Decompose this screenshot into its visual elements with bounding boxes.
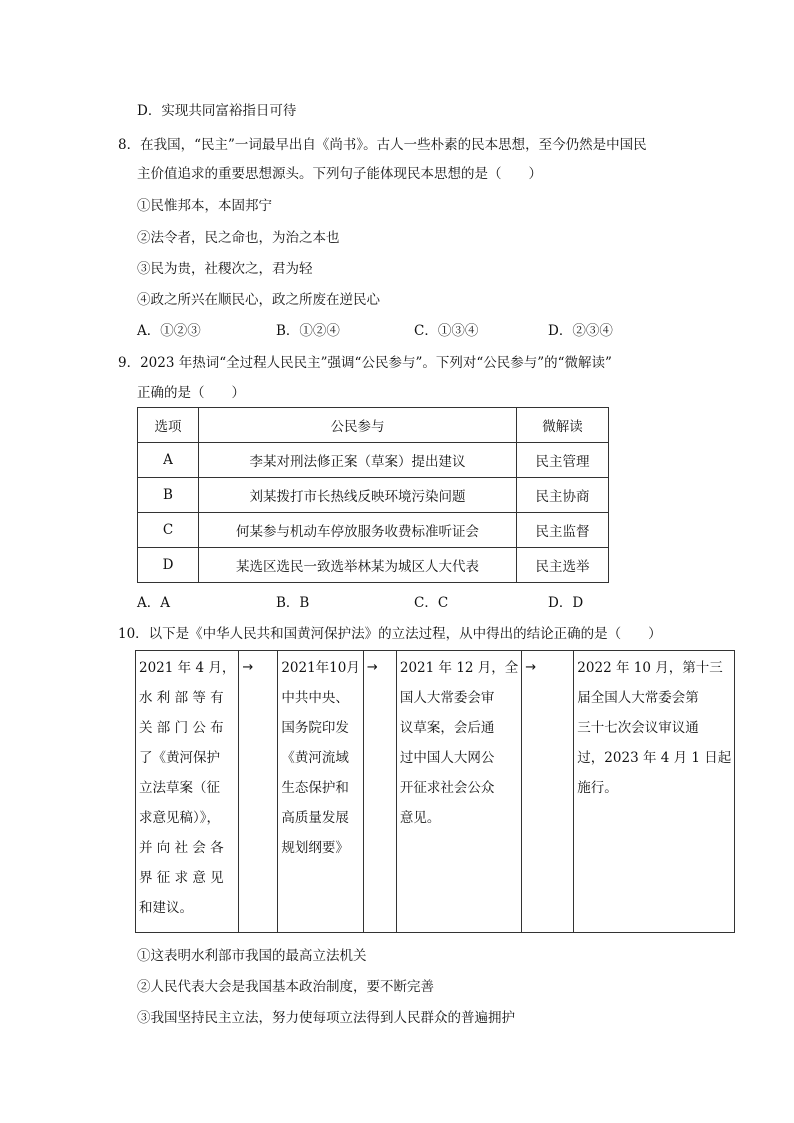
q10-step-3 [396,651,521,933]
arrow-right-icon: → [522,651,574,933]
table-row [138,513,609,548]
q9-table-header-row [138,408,609,443]
q9-cell-participation: 何某参与机动车停放服务收费标准听证会 [199,513,517,548]
q9-cell-interpretation: 民主管理 [517,443,609,478]
q9-cell-interpretation: 民主选举 [517,548,609,583]
q10-step-5-line: 过，2023 年 4 月 1 日起 [577,750,732,766]
q8-item-2: ②法令者，民之命也，为治之本也 [137,230,340,246]
q10-step-2-line: 2021年10月 [281,660,360,676]
q10-step-1-line: 立法草案（征 [139,780,220,796]
q10-step-1-line: 界 征 求 意 见 [139,870,224,886]
q8-item-3: ③民为贵，社稷次之，君为轻 [137,261,313,277]
q10-step-3-line: 2021 年 12 月，全 [399,660,519,676]
q10-step-2-line: 中共中央、 [281,690,349,706]
q9-option-b: B．B [276,595,310,611]
q10-step-1 [136,651,239,933]
table-row [138,478,609,513]
q10-step-3-line: 过中国人大网公 [399,750,495,766]
q9-cell-participation: 刘某拨打市长热线反映环境污染问题 [199,478,517,513]
q10-step-1-line: 和建议。 [139,900,193,916]
q9-header-participation: 公民参与 [199,408,517,443]
q8-item-1: ①民惟邦本，本固邦宁 [137,198,272,214]
q10-item-3: ③我国坚持民主立法，努力使每项立法得到人民群众的普遍拥护 [137,1010,515,1026]
q9-cell-participation: 某选区选民一致选举林某为城区人大代表 [199,548,517,583]
arrow-right-icon: → [363,651,396,933]
q10-step-5-line: 三十七次会议审议通 [577,720,699,736]
q10-step-3-line: 意见。 [399,810,441,826]
q10-step-1-line: 了《黄河保护 [139,750,220,766]
q10-step-1-line: 水 利 部 等 有 [139,690,224,706]
q9-cell-interpretation: 民主监督 [517,513,609,548]
q9-option-c: C．C [414,595,449,611]
q9-table [137,407,609,583]
q9-cell-option: B [138,478,199,513]
q9-option-a: A．A [137,595,170,611]
q9-header-option: 选项 [138,408,199,443]
q10-step-1-line: 并 向 社 会 各 [139,840,224,856]
q10-step-1-line: 2021 年 4 月， [139,660,236,676]
q9-cell-interpretation: 民主协商 [517,478,609,513]
q10-item-2: ②人民代表大会是我国基本政治制度，要不断完善 [137,979,434,995]
q10-step-1-line: 关 部 门 公 布 [139,720,224,736]
q10-step-5-line: 2022 年 10 月，第十三 [577,660,723,676]
q10-step-2-line: 《黄河流域 [281,750,349,766]
q10-step-2 [278,651,364,933]
arrow-right-icon: → [239,651,278,933]
q9-cell-participation: 李某对刑法修正案（草案）提出建议 [199,443,517,478]
q9-stem-line1: 9．2023 年热词“全过程人民民主”强调“公民参与”。下列对“公民参与”的“微解读” [118,355,612,371]
q8-option-c: C．①③④ [414,323,479,339]
q10-step-2-line: 生态保护和 [281,780,349,796]
q7-option-d: D．实现共同富裕指日可待 [137,103,297,119]
q10-step-2-line: 国务院印发 [281,720,349,736]
q10-step-2-line: 高质量发展 [281,810,349,826]
q8-item-4: ④政之所兴在顺民心，政之所废在逆民心 [137,292,380,308]
q10-step-2-line: 规划纲要》 [281,840,349,856]
q10-process-row [136,651,735,933]
q9-cell-option: C [138,513,199,548]
q10-step-3-line: 国人大常委会审 [399,690,495,706]
q10-step-5-line: 施行。 [577,780,618,796]
q10-step-5 [574,651,735,933]
q10-step-3-line: 开征求社会公众 [399,780,495,796]
table-row [138,443,609,478]
q10-process-table [135,650,735,933]
table-row [138,548,609,583]
q9-option-d: D．D [548,595,584,611]
q9-cell-option: A [138,443,199,478]
q8-stem-line2: 主价值追求的重要思想源头。下列句子能体现民本思想的是（ ） [137,166,542,182]
q10-item-1: ①这表明水利部市我国的最高立法机关 [137,948,367,964]
q8-stem-line1: 8．在我国，“民主”一词最早出自《尚书》。古人一些朴素的民本思想，至今仍然是中国民 [118,137,647,153]
q8-option-b: B．①②④ [276,323,340,339]
q10-step-1-line: 求意见稿）》， [139,810,220,826]
q9-cell-option: D [138,548,199,583]
q9-stem-line2: 正确的是（ ） [137,385,245,401]
q10-stem: 10．以下是《中华人民共和国黄河保护法》的立法过程，从中得出的结论正确的是（ ） [118,626,662,642]
q10-step-5-line: 届全国人大常委会第 [577,690,699,706]
q9-header-interpretation: 微解读 [517,408,609,443]
q8-option-a: A．①②③ [137,323,201,339]
q8-option-d: D．②③④ [548,323,613,339]
q10-step-3-line: 议草案，会后通 [399,720,495,736]
